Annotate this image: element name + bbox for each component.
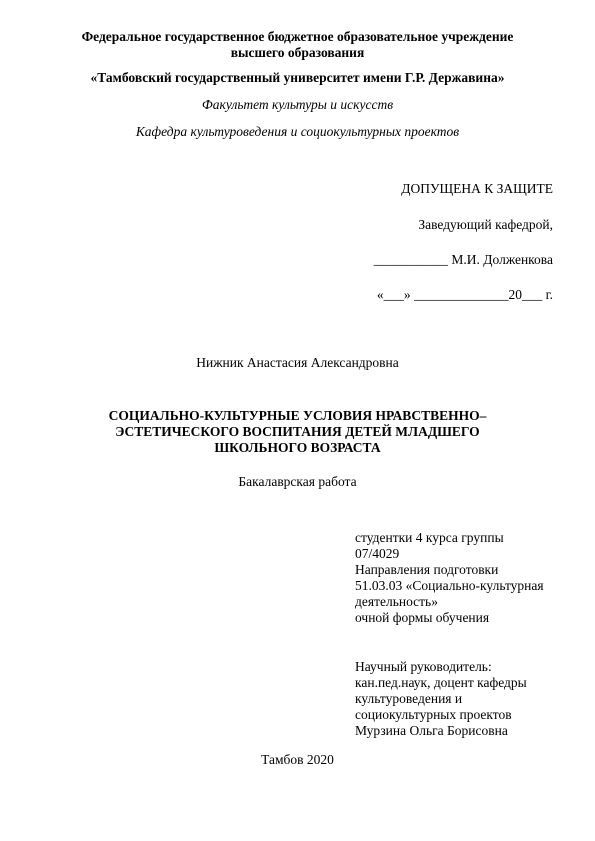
institution-type-line1: Федеральное государственное бюджетное образовательное учреждение <box>81 29 514 44</box>
student-info-line3: Направления подготовки <box>355 562 499 577</box>
institution-type-line2: высшего образования <box>230 45 365 60</box>
thesis-title-line1: СОЦИАЛЬНО-КУЛЬТУРНЫЕ УСЛОВИЯ НРАВСТВЕННО– <box>108 408 487 423</box>
date-line: «___» ______________20___ г. <box>376 287 553 302</box>
signature-line: ___________ М.И. Долженкова <box>373 252 553 267</box>
head-title: Заведующий кафедрой, <box>418 217 553 232</box>
student-info-line4: 51.03.03 «Социально-культурная <box>355 578 544 593</box>
student-info-line5: деятельность» <box>355 594 438 609</box>
supervisor-line3: культуроведения и <box>355 691 463 706</box>
supervisor-line5: Мурзина Ольга Борисовна <box>355 723 508 738</box>
student-info-line1: студентки 4 курса группы <box>355 530 504 545</box>
thesis-title-line3: ШКОЛЬНОГО ВОЗРАСТА <box>214 440 381 455</box>
student-info-line6: очной формы обучения <box>355 610 490 625</box>
supervisor-line2: кан.пед.наук, доцент кафедры <box>355 675 527 690</box>
supervisor-line1: Научный руководитель: <box>355 659 492 674</box>
supervisor-line4: социокультурных проектов <box>355 707 512 722</box>
city-year: Тамбов 2020 <box>261 752 334 767</box>
university-name: «Тамбовский государственный университет имени Г.Р. Державина» <box>90 70 505 85</box>
thesis-title-line2: ЭСТЕТИЧЕСКОГО ВОСПИТАНИЯ ДЕТЕЙ МЛАДШЕГО <box>115 424 480 439</box>
work-type: Бакалаврская работа <box>238 474 357 489</box>
faculty-name: Факультет культуры и искусств <box>201 97 394 112</box>
author-name: Нижник Анастасия Александровна <box>196 355 399 370</box>
admitted-label: ДОПУЩЕНА К ЗАЩИТЕ <box>401 181 553 196</box>
department-name: Кафедра культуроведения и социокультурных проектов <box>135 124 460 139</box>
student-info-line2: 07/4029 <box>355 546 400 561</box>
